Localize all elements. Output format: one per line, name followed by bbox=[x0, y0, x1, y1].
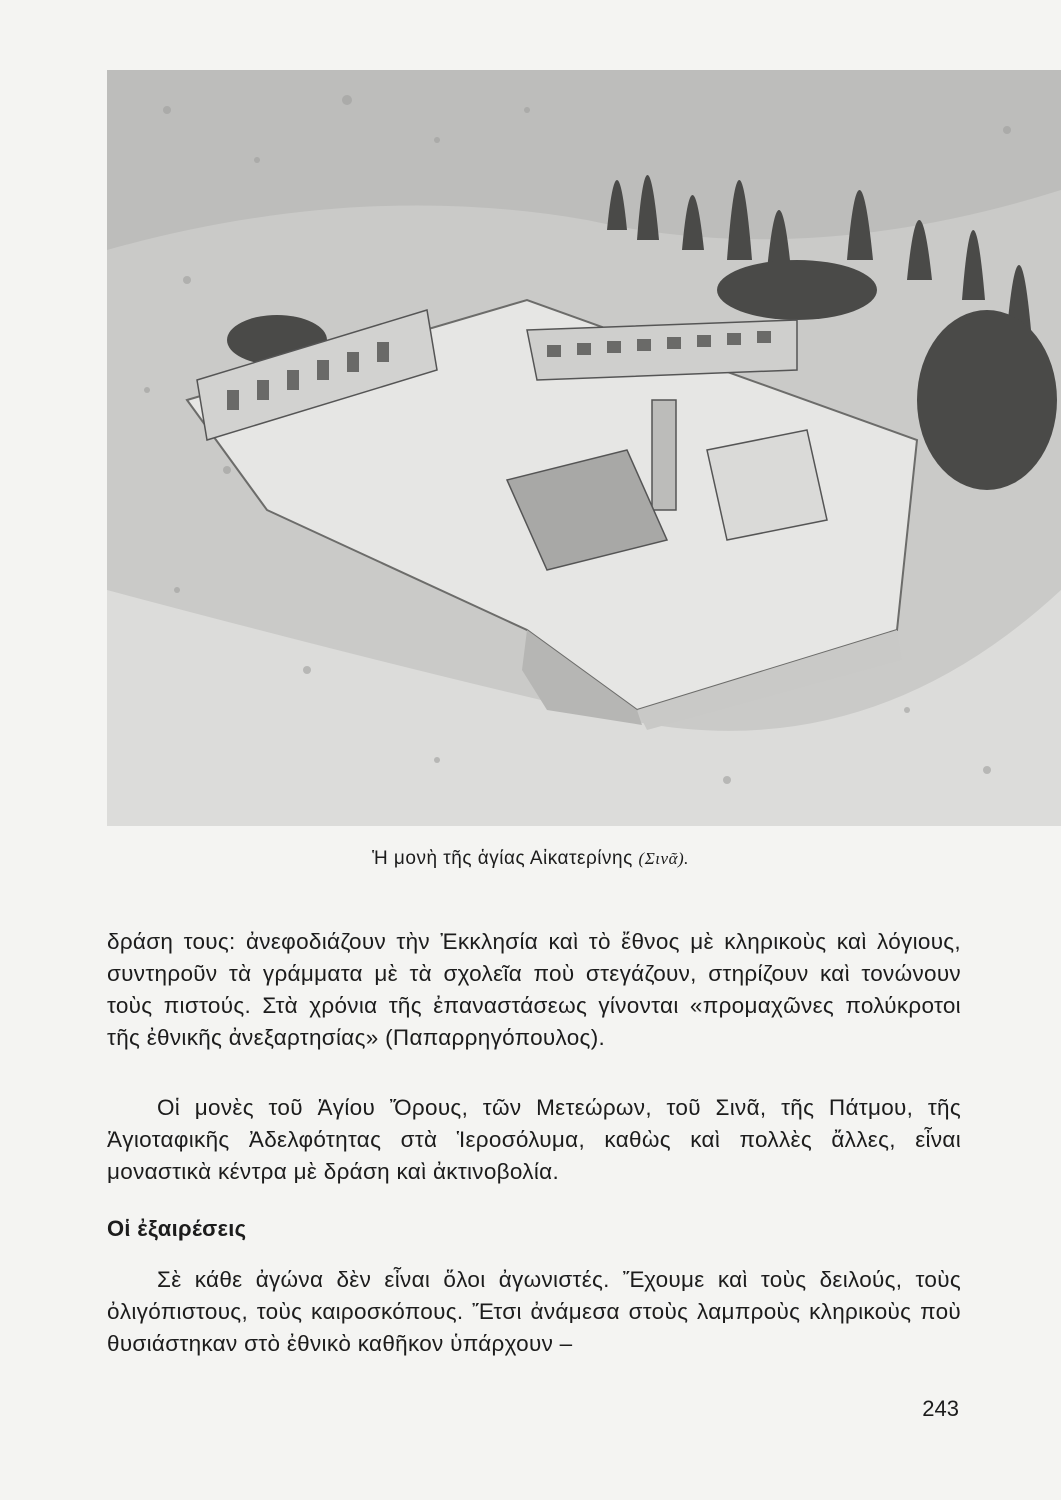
section-heading: Οἱ ἐξαιρέσεις bbox=[107, 1216, 247, 1241]
page-number: 243 bbox=[922, 1396, 959, 1421]
paragraph-1: δράση τους: ἀνεφοδιάζουν τὴν Ἐκκλησία καὶ τὸ ἔθνος μὲ κληρικοὺς καὶ λόγιους, συντηροῦν τὰ γράμματα μὲ τὰ σχολεῖα ποὺ στεγάζουν, στηρίζουν καὶ τονώνουν τοὺς πιστούς. Στὰ χρόνια τῆς ἐπαναστάσεως γίνονται «προμαχῶνες πολύκροτοι τῆς ἐθνικῆς ἀνεξαρτησίας» (Παπαρρηγόπουλος). bbox=[107, 929, 961, 1050]
paragraph-2: Οἱ μονὲς τοῦ Ἁγίου Ὄρους, τῶν Μετεώρων, τοῦ Σινᾶ, τῆς Πάτμου, τῆς Ἁγιοταφικῆς Ἀδελφότητας στὰ Ἱεροσόλυμα, καθὼς καὶ πολλὲς ἄλλες, εἶναι μοναστικὰ κέντρα μὲ δράση καὶ ἀκτινοβολία. bbox=[107, 1095, 961, 1184]
photo-caption bbox=[0, 848, 1061, 870]
section-paragraph: Σὲ κάθε ἀγώνα δὲν εἶναι ὅλοι ἀγωνιστές. Ἔχουμε καὶ τοὺς δειλούς, τοὺς ὀλιγόπιστους, τοὺς καιροσκόπους. Ἔτσι ἀνάμεσα στοὺς λαμπροὺς κληρικοὺς ποὺ θυσιάστηκαν στὸ ἐθνικὸ καθῆκον ὑπάρχουν – bbox=[107, 1267, 961, 1356]
caption-location: (Σινᾶ). bbox=[638, 849, 689, 868]
caption-text: Ἡ μονὴ τῆς ἁγίας Αἰκατερίνης bbox=[372, 848, 633, 869]
monastery-photo bbox=[107, 70, 1061, 826]
